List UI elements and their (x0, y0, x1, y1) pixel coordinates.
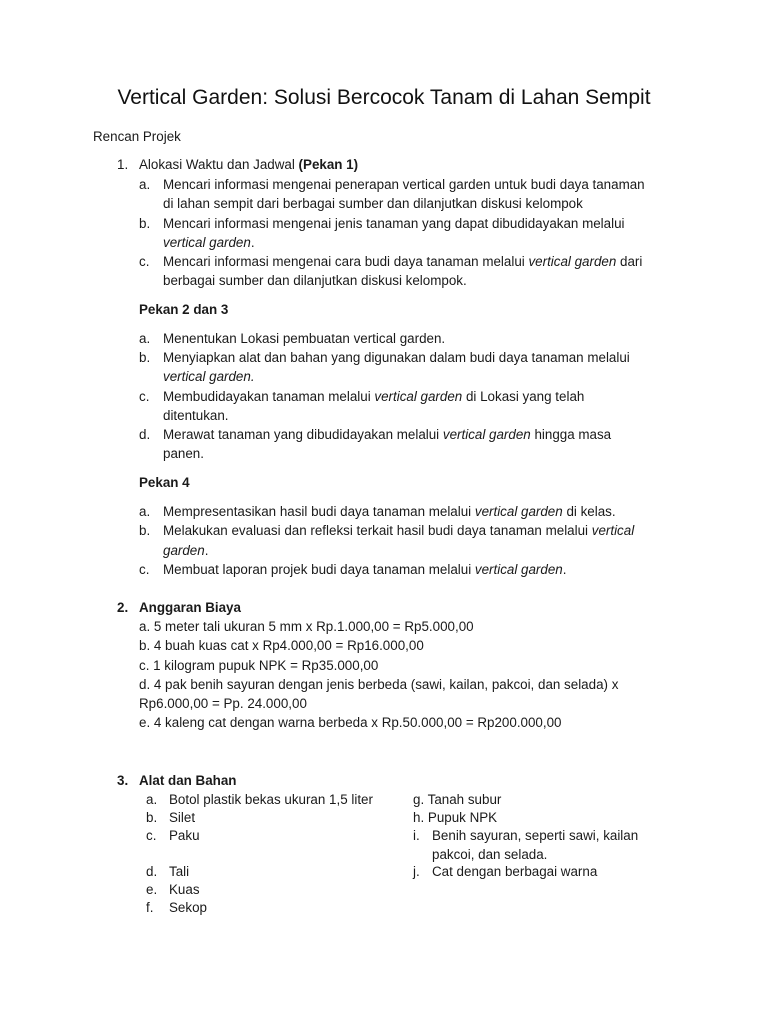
section1-heading (139, 155, 358, 174)
document-title: Vertical Garden: Solusi Bercocok Tanam di Lahan Sempit (117, 86, 651, 109)
tool-j-text: Cat dengan berbagai warna (432, 864, 598, 879)
w1-a-letter: a. (139, 177, 151, 192)
budget-line-c: c. 1 kilogram pupuk NPK = Rp35.000,00 (139, 658, 379, 673)
tool-f-text: Sekop (169, 900, 207, 915)
budget-line-a: a. 5 meter tali ukuran 5 mm x Rp.1.000,00 = Rp5.000,00 (139, 619, 474, 634)
tool-c-text: Paku (169, 828, 200, 843)
section2-number: 2. (117, 600, 129, 615)
w23-b-line2: vertical garden. (163, 369, 255, 384)
w1-b-line2 (163, 233, 255, 252)
tool-i-line1: Benih sayuran, seperti sawi, kailan (432, 828, 639, 843)
w4-b-rest: . (204, 543, 209, 558)
tool-e-letter: e. (146, 882, 158, 897)
w4-b-italic: vertical (591, 523, 635, 538)
w1-c-post: dari (616, 254, 643, 269)
tool-i-letter: i. (413, 828, 420, 843)
tool-f-letter: f. (146, 900, 154, 915)
w4-a-post: di kelas. (562, 504, 616, 519)
w1-b-line1: Mencari informasi mengenai jenis tanaman yang dapat dibudidayakan melalui (163, 216, 625, 231)
w4-c-pre: Membuat laporan projek budi daya tanaman melalui (163, 562, 475, 577)
w23-b-letter: b. (139, 350, 151, 365)
w4-a-pre: Mempresentasikan hasil budi daya tanaman melalui (163, 504, 475, 519)
w23-c-line1 (163, 387, 584, 406)
w4-c-text (163, 560, 566, 579)
w4-c-italic: vertical garden (474, 562, 563, 577)
section3-number: 3. (117, 773, 129, 788)
w1-b-rest: . (250, 235, 255, 250)
w1-c-letter: c. (139, 254, 150, 269)
w23-c-post: di Lokasi yang telah (462, 389, 585, 404)
w23-d-letter: d. (139, 427, 151, 442)
w4-c-letter: c. (139, 562, 150, 577)
w23-b-line1: Menyiapkan alat dan bahan yang digunakan dalam budi daya tanaman melalui (163, 350, 630, 365)
budget-line-d-cont: Rp6.000,00 = Pp. 24.000,00 (139, 696, 307, 711)
w1-c-line2: berbagai sumber dan dilanjutkan diskusi kelompok. (163, 273, 467, 288)
plan-label: Rencan Projek (93, 129, 181, 144)
section3-heading: Alat dan Bahan (139, 773, 237, 788)
tool-a-letter: a. (146, 792, 158, 807)
w4-b-line1 (163, 521, 634, 540)
tool-a-text: Botol plastik bekas ukuran 1,5 liter (169, 792, 373, 807)
tool-c-letter: c. (146, 828, 157, 843)
week23-label: Pekan 2 dan 3 (139, 302, 229, 317)
w1-c-line1 (163, 252, 642, 271)
w1-b-letter: b. (139, 216, 151, 231)
tool-d-letter: d. (146, 864, 158, 879)
w1-c-pre: Mencari informasi mengenai cara budi daya tanaman melalui (163, 254, 529, 269)
w23-c-pre: Membudidayakan tanaman melalui (163, 389, 375, 404)
w1-b-italic: vertical garden (163, 235, 251, 250)
w4-a-italic: vertical garden (474, 504, 563, 519)
w4-a-letter: a. (139, 504, 151, 519)
tool-h-text: h. Pupuk NPK (413, 810, 498, 825)
tool-d-text: Tali (169, 864, 190, 879)
tool-e-text: Kuas (169, 882, 200, 897)
w23-c-letter: c. (139, 389, 150, 404)
w1-a-line2: di lahan sempit dari berbagai sumber dan dilanjutkan diskusi kelompok (163, 196, 583, 211)
w1-a-line1: Mencari informasi mengenai penerapan vertical garden untuk budi daya tanaman (163, 177, 645, 192)
w23-d-post: hingga masa (530, 427, 612, 442)
w4-b-letter: b. (139, 523, 151, 538)
w23-d-line1 (163, 425, 611, 444)
section1-number: 1. (117, 157, 129, 172)
budget-line-b: b. 4 buah kuas cat x Rp4.000,00 = Rp16.000,00 (139, 638, 424, 653)
w4-b-line2 (163, 541, 208, 560)
w4-b-pre: Melakukan evaluasi dan refleksi terkait hasil budi daya tanaman melalui (163, 523, 592, 538)
w23-c-line2: ditentukan. (163, 408, 229, 423)
tool-b-letter: b. (146, 810, 158, 825)
tool-i-line2: pakcoi, dan selada. (432, 847, 548, 862)
week4-label: Pekan 4 (139, 475, 190, 490)
section1-heading-text: Alokasi Waktu dan Jadwal (139, 157, 295, 172)
w23-d-pre: Merawat tanaman yang dibudidayakan melalui (163, 427, 443, 442)
w23-c-italic: vertical garden (374, 389, 463, 404)
section1-heading-week: (Pekan 1) (298, 157, 359, 172)
budget-line-d: d. 4 pak benih sayuran dengan jenis berbeda (sawi, kailan, pakcoi, dan selada) x (139, 677, 619, 692)
w23-a-letter: a. (139, 331, 151, 346)
w23-a-text: Menentukan Lokasi pembuatan vertical garden. (163, 331, 446, 346)
tool-g-text: g. Tanah subur (413, 792, 502, 807)
w23-d-line2: panen. (163, 446, 204, 461)
section2-heading: Anggaran Biaya (139, 600, 241, 615)
w4-a-text (163, 502, 616, 521)
budget-line-e: e. 4 kaleng cat dengan warna berbeda x Rp.50.000,00 = Rp200.000,00 (139, 715, 562, 730)
w23-d-italic: vertical garden (442, 427, 531, 442)
tool-b-text: Silet (169, 810, 196, 825)
w1-c-italic: vertical garden (528, 254, 617, 269)
w4-b-italic2: garden (163, 543, 205, 558)
tool-j-letter: j. (413, 864, 420, 879)
w4-c-post: . (562, 562, 567, 577)
